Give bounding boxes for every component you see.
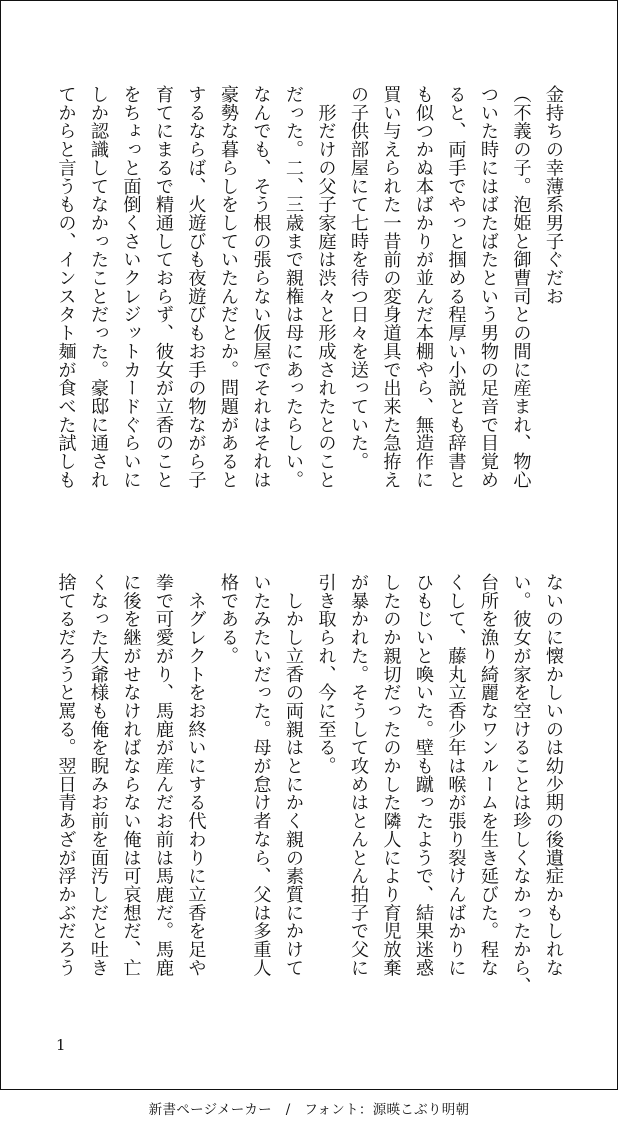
text-line: ついた時にはばたばたという男物の足音で目覚め: [478, 85, 499, 489]
text-line: 台所を漁り綺麗なワンルームを生き延びた。程な: [478, 573, 499, 977]
text-line: が暴かれた。そうして攻めはとんとん拍子で父に: [348, 573, 369, 977]
text-line: も似つかぬ本ばかりが並んだ本棚やら、無造作に: [413, 85, 434, 489]
text-line: 引き取られ、今に至る。: [315, 573, 337, 775]
text-line: ネグレクトをお終いにする代わりに立香を足や: [185, 573, 207, 977]
page-number: 1: [56, 1036, 66, 1054]
text-line: 形だけの父子家庭は渋々と形成されたとのこと: [315, 85, 337, 489]
text-line: てからと言うもの、インスタト麺が食べた試しも: [55, 85, 77, 489]
lower-text-block: [49, 573, 569, 1023]
text-line: をちょっと面倒くさいクレジットカードぐらいに: [120, 85, 142, 489]
text-line: に後を継がせなければならない俺は可哀想だ、亡: [120, 573, 142, 977]
text-line: い。彼女が家を空けることは珍しくなかったから、: [510, 573, 532, 996]
text-line: の子供部屋にて七時を待つ日々を送っていた。: [348, 85, 369, 471]
text-line: 豪勢な暮らしをしていたんだとか。問題があると: [218, 85, 239, 489]
text-line: したのか親切だったのかした隣人により育児放棄: [380, 573, 402, 977]
text-line: くして、藤丸立香少年は喉が張り裂けんばかりに: [445, 573, 467, 977]
text-line: 育てにまるで精通しておらず、彼女が立香のこと: [153, 85, 174, 489]
text-line: ないのに懐かしいのは幼少期の後遺症かもしれな: [543, 573, 564, 977]
text-line: 捨てるだろうと罵る。翌日青あざが浮かぶだろう: [55, 573, 77, 977]
text-line: いたみたいだった。母が怠け者なら、父は多重人: [250, 573, 272, 977]
text-line: なんでも、そう根の張らない仮屋でそれはそれは: [250, 85, 272, 489]
text-line: 格である。: [218, 573, 239, 665]
text-line: 拳で可愛がり、馬鹿が産んだお前は馬鹿だ。馬鹿: [153, 573, 174, 977]
footer-credit: 新書ページメーカー / フォント：源暎こぶり明朝: [148, 1102, 470, 1118]
text-line: するならば、火遊びも夜遊びもお手の物ながら子: [185, 85, 207, 489]
text-line: （不義の子。泡姫と御曹司との間に産まれ、物心: [510, 85, 532, 489]
text-line: しか認識してなかったことだった。豪邸に通され: [88, 85, 109, 489]
text-line: ると、両手でやっと掴める程厚い小説とも辞書と: [445, 85, 467, 489]
text-line: ひもじいと喚いた。壁も蹴ったようで、結果迷惑: [413, 573, 434, 977]
text-line: だった。二、三歳まで親権は母にあったらしい。: [283, 85, 304, 489]
text-line: 買い与えられた一昔前の変身道具で出来た急拵え: [380, 85, 402, 489]
upper-text-block: [49, 85, 569, 535]
text-line: しかし立香の両親はとにかく親の素質にかけて: [283, 573, 304, 977]
text-line: 金持ちの幸薄系男子ぐだお: [543, 85, 564, 306]
text-line: くなった大爺様も俺を睨みお前を面汚しだと吐き: [88, 573, 109, 977]
